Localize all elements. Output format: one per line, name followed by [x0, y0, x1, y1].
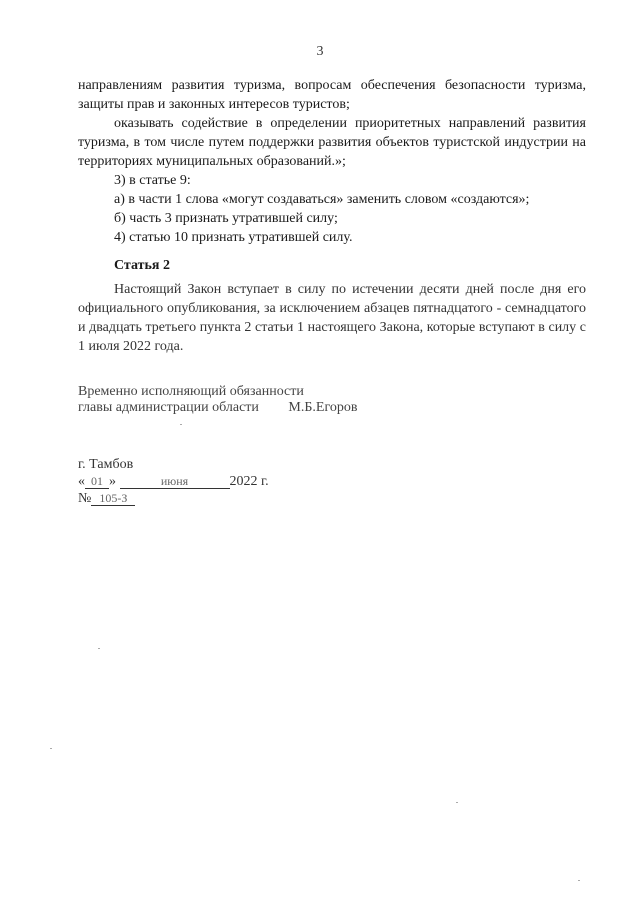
scan-speck — [180, 424, 182, 425]
number-sign: № — [78, 491, 92, 506]
signature-block — [78, 384, 357, 416]
place-date-number — [78, 456, 269, 507]
list-item-3b: б) часть 3 признать утратившей силу; — [114, 211, 338, 226]
body-paragraph-2: оказывать содействие в определении приоритетных направлений развития туризма, в том числе путем поддержки развития объектов туристской индустрии на территориях муниципальных образований.»; — [78, 116, 586, 169]
body-text — [78, 76, 586, 247]
date-day: 01 — [85, 475, 109, 489]
list-item-3a: а) в части 1 слова «могут создаваться» заменить словом «создаются»; — [114, 192, 530, 207]
scan-speck — [98, 648, 100, 649]
date-month: июня — [120, 475, 230, 489]
city: г. Тамбов — [78, 457, 134, 472]
scan-speck — [50, 748, 52, 749]
scan-speck — [456, 802, 458, 803]
body-paragraph-1: направлениям развития туризма, вопросам обеспечения безопасности туризма, защиты прав и законных интересов туристов; — [78, 78, 586, 112]
article-2-heading: Статья 2 — [114, 258, 170, 273]
law-number: 105-З — [91, 492, 135, 506]
signatory-name: М.Б.Егоров — [288, 400, 358, 415]
scan-speck — [578, 880, 580, 881]
date-line: « 01 » июня 2022 г. — [78, 474, 269, 489]
signature-title-line-2: главы администрации области — [78, 400, 259, 415]
signature-title-line-1: Временно исполняющий обязанности — [78, 384, 304, 399]
list-item-4: 4) статью 10 признать утратившей силу. — [114, 230, 353, 245]
list-item-3: 3) в статье 9: — [114, 173, 191, 188]
article-2-paragraph: Настоящий Закон вступает в силу по истечении десяти дней после дня его официального опубликования, за исключением абзацев пятнадцатого - семнадцатого и двадцать третьего пункта 2 статьи 1 настоящего Закона, которые вступают в силу с 1 июля 2022 года. — [78, 282, 586, 354]
page-number: 3 — [316, 44, 324, 59]
date-year: 2022 г. — [229, 474, 269, 489]
article-2-text — [78, 280, 586, 356]
number-line — [78, 490, 269, 507]
